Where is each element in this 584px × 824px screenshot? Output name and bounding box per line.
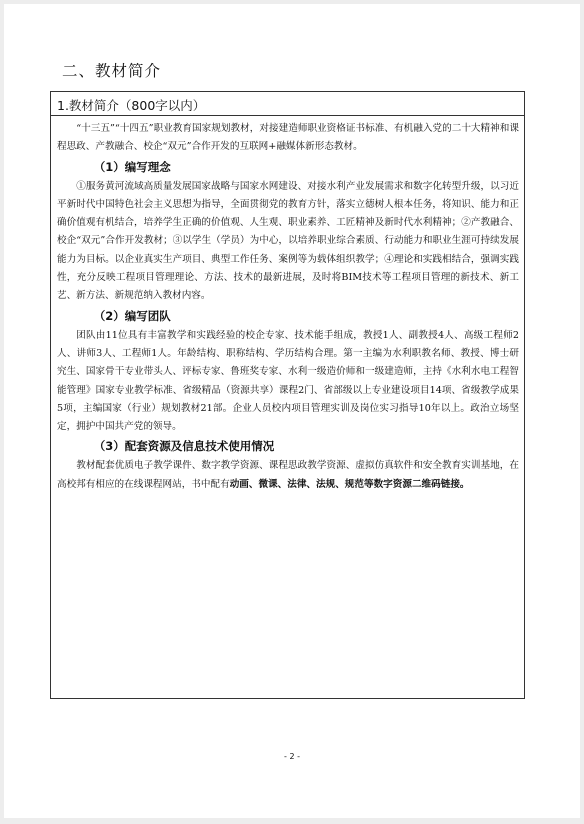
- section-3-body: [57, 457, 519, 494]
- section-1-body: ①服务黄河流域高质量发展国家战略与国家水网建设、对接水利产业发展需求和数字化转型升级，以习近平新时代中国特色社会主义思想为指导，全面贯彻党的教育方针，落实立德树人根本任务，将知识、能力和正确价值观有机结合，培养学生正确的价值观、人生观、职业素养、工匠精神及新时代水利精神；②产教融合、校企“双元”合作开发教材；③以学生（学员）为中心，以培养职业综合素质、行动能力和职业生涯可持续发展能力为目标。以企业真实生产项目、典型工作任务、案例等为载体组织教学；④理论和实践相结合，强调实践性，充分反映工程项目管理理论、方法、技术的最新进展，及时将BIM技术等工程项目管理的新技术、新工艺、新方法、新规范纳入教材内容。: [57, 180, 519, 302]
- section-heading: 二、教材简介: [62, 62, 162, 80]
- intro-paragraph: “十三五”“十四五”职业教育国家规划教材，对接建造师职业资格证书标准、有机融入党的二十大精神和课程思政、产教融合、校企“双元”合作开发的互联网+融媒体新形态教材。: [57, 123, 519, 153]
- section-3-body-emphasis: 动画、微课、法律、法规、规范等数字资源二维码链接。: [229, 478, 470, 490]
- section-2-title: （2）编写团队: [93, 308, 171, 323]
- title-divider: [51, 115, 524, 116]
- section-3-body-text: 教材配套优质电子教学课件、数字教学资源、课程思政教学资源、虚拟仿真软件和安全教育实训基地，在高校邦有相应的在线课程网站，书中配有: [57, 460, 519, 490]
- page-number: - 2 -: [284, 752, 300, 761]
- intro-table-box: [50, 91, 525, 699]
- section-2-body: 团队由11位具有丰富教学和实践经验的校企专家、技术能手组成，教授1人、副教授4人、高级工程师2人、讲师3人、工程师1人。年龄结构、职称结构、学历结构合理。第一主编为水利职教名师、教授、博士研究生、国家骨干专业带头人、评标专家、鲁班奖专家、水利一级造价师和一级建造师，主持《水利水电工程智能管理》国家专业教学标准、省级精品（资源共享）课程2门、省部级以上专业建设项目14项、省级教学成果5项，主编国家（行业）规划教材21部。企业人员校内项目管理实训及岗位实习指导10年以上。政治立场坚定，拥护中国共产党的领导。: [57, 329, 519, 433]
- section-3-title: （3）配套资源及信息技术使用情况: [93, 439, 275, 454]
- section-1-title: （1）编写理念: [93, 159, 171, 174]
- box-title: 1.教材简介（800字以内）: [57, 98, 206, 113]
- box-content: [57, 120, 519, 494]
